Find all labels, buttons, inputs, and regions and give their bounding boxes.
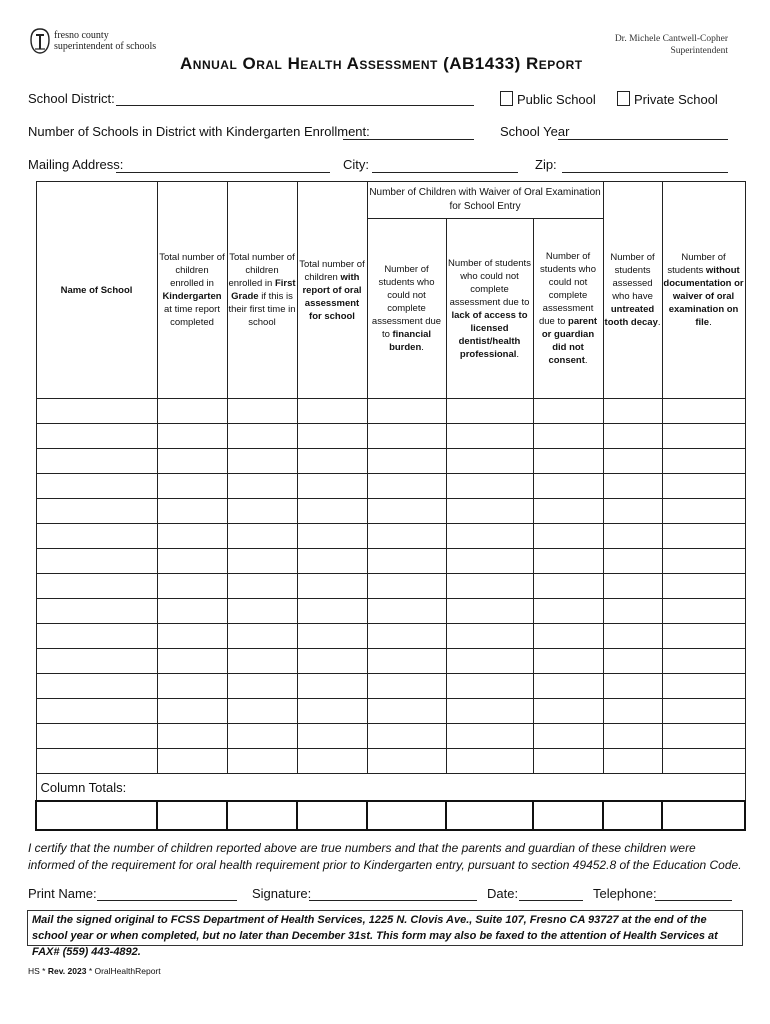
- count-cell[interactable]: [157, 549, 227, 574]
- count-cell[interactable]: [367, 549, 446, 574]
- count-cell[interactable]: [297, 449, 367, 474]
- count-cell[interactable]: [533, 599, 603, 624]
- count-cell[interactable]: [603, 424, 662, 449]
- table-row: [36, 449, 745, 474]
- count-cell[interactable]: [446, 549, 533, 574]
- count-cell[interactable]: [297, 399, 367, 424]
- public-school-label: Public School: [517, 92, 596, 107]
- count-cell[interactable]: [662, 624, 745, 649]
- page-title: Annual Oral Health Assessment (AB1433) Report: [180, 54, 583, 73]
- logo-line-2: superintendent of schools: [54, 41, 157, 52]
- mailing-address-field[interactable]: [116, 172, 330, 173]
- count-cell[interactable]: [446, 399, 533, 424]
- count-cell[interactable]: [157, 649, 227, 674]
- school-name-cell[interactable]: [36, 474, 157, 499]
- count-cell[interactable]: [157, 474, 227, 499]
- totals-cell[interactable]: [603, 801, 662, 830]
- count-cell[interactable]: [367, 599, 446, 624]
- telephone-label: Telephone:: [593, 886, 657, 901]
- school-year-label: School Year: [500, 124, 570, 139]
- superintendent-title: Superintendent: [670, 46, 728, 56]
- count-cell[interactable]: [227, 649, 297, 674]
- form-footer: HS * Rev. 2023 * OralHealthReport: [28, 966, 161, 976]
- school-name-cell[interactable]: [36, 674, 157, 699]
- count-cell[interactable]: [367, 499, 446, 524]
- header-financial-burden: Number of students who could not complete assessment due to financial burden.: [367, 219, 446, 399]
- count-cell[interactable]: [227, 399, 297, 424]
- totals-cell[interactable]: [533, 801, 603, 830]
- count-cell[interactable]: [603, 399, 662, 424]
- count-cell[interactable]: [603, 474, 662, 499]
- school-name-cell[interactable]: [36, 499, 157, 524]
- count-cell[interactable]: [446, 474, 533, 499]
- header-untreated-decay: Number of students assessed who have untreated tooth decay.: [603, 182, 662, 399]
- count-cell[interactable]: [157, 624, 227, 649]
- count-cell[interactable]: [446, 449, 533, 474]
- count-cell[interactable]: [367, 424, 446, 449]
- header-no-documentation: Number of students without documentation or waiver of oral examination on file.: [662, 182, 745, 399]
- count-cell[interactable]: [367, 474, 446, 499]
- totals-cell[interactable]: [297, 801, 367, 830]
- count-cell[interactable]: [603, 624, 662, 649]
- count-cell[interactable]: [446, 724, 533, 749]
- table-row: [36, 674, 745, 699]
- count-cell[interactable]: [227, 574, 297, 599]
- footer-doc: OralHealthReport: [94, 966, 161, 976]
- count-cell[interactable]: [533, 574, 603, 599]
- column-totals-label: Column Totals:: [36, 774, 745, 802]
- superintendent-block: [615, 33, 728, 57]
- count-cell[interactable]: [157, 599, 227, 624]
- school-district-label: School District:: [28, 91, 115, 106]
- totals-cell[interactable]: [662, 801, 745, 830]
- count-cell[interactable]: [662, 599, 745, 624]
- count-cell[interactable]: [367, 449, 446, 474]
- count-cell[interactable]: [533, 549, 603, 574]
- count-cell[interactable]: [446, 524, 533, 549]
- superintendent-name: Dr. Michele Cantwell-Copher: [614, 34, 728, 44]
- count-cell[interactable]: [446, 674, 533, 699]
- school-name-cell[interactable]: [36, 424, 157, 449]
- count-cell[interactable]: [533, 499, 603, 524]
- count-cell[interactable]: [227, 549, 297, 574]
- count-cell[interactable]: [227, 449, 297, 474]
- count-cell[interactable]: [533, 474, 603, 499]
- school-year-field[interactable]: [558, 139, 728, 140]
- count-cell[interactable]: [297, 749, 367, 774]
- count-cell[interactable]: [157, 699, 227, 724]
- zip-label: Zip:: [535, 157, 557, 172]
- table-row: [36, 574, 745, 599]
- count-cell[interactable]: [533, 724, 603, 749]
- count-cell[interactable]: [227, 499, 297, 524]
- count-cell[interactable]: [367, 699, 446, 724]
- fcss-logo-icon: [30, 28, 50, 54]
- count-cell[interactable]: [227, 749, 297, 774]
- count-cell[interactable]: [603, 649, 662, 674]
- count-cell[interactable]: [227, 624, 297, 649]
- school-name-cell[interactable]: [36, 524, 157, 549]
- count-cell[interactable]: [662, 524, 745, 549]
- count-cell[interactable]: [367, 674, 446, 699]
- count-cell[interactable]: [446, 424, 533, 449]
- count-cell[interactable]: [533, 699, 603, 724]
- count-cell[interactable]: [157, 449, 227, 474]
- date-label: Date:: [487, 886, 519, 901]
- count-cell[interactable]: [662, 724, 745, 749]
- table-row: [36, 649, 745, 674]
- num-schools-field[interactable]: [343, 139, 474, 140]
- count-cell[interactable]: [157, 424, 227, 449]
- count-cell[interactable]: [603, 499, 662, 524]
- header-waiver-group: Number of Children with Waiver of Oral Examination for School Entry: [367, 182, 603, 219]
- count-cell[interactable]: [446, 599, 533, 624]
- count-cell[interactable]: [446, 699, 533, 724]
- logo-line-1: fresno county: [54, 30, 109, 41]
- count-cell[interactable]: [446, 749, 533, 774]
- school-name-cell[interactable]: [36, 624, 157, 649]
- count-cell[interactable]: [227, 724, 297, 749]
- count-cell[interactable]: [533, 649, 603, 674]
- count-cell[interactable]: [533, 449, 603, 474]
- count-cell[interactable]: [533, 624, 603, 649]
- count-cell[interactable]: [662, 749, 745, 774]
- count-cell[interactable]: [367, 574, 446, 599]
- count-cell[interactable]: [533, 674, 603, 699]
- count-cell[interactable]: [227, 674, 297, 699]
- count-cell[interactable]: [227, 699, 297, 724]
- count-cell[interactable]: [662, 674, 745, 699]
- date-field[interactable]: [519, 900, 583, 901]
- count-cell[interactable]: [157, 674, 227, 699]
- count-cell[interactable]: [297, 574, 367, 599]
- header-first-grade-enrolled: Total number of children enrolled in First Grade if this is their first time in school: [227, 182, 297, 399]
- count-cell[interactable]: [157, 749, 227, 774]
- count-cell[interactable]: [446, 649, 533, 674]
- count-cell[interactable]: [662, 449, 745, 474]
- count-cell[interactable]: [157, 499, 227, 524]
- count-cell[interactable]: [603, 749, 662, 774]
- school-name-cell[interactable]: [36, 724, 157, 749]
- count-cell[interactable]: [533, 749, 603, 774]
- table-row: [36, 474, 745, 499]
- count-cell[interactable]: [157, 399, 227, 424]
- school-name-cell[interactable]: [36, 549, 157, 574]
- table-row: [36, 549, 745, 574]
- count-cell[interactable]: [227, 424, 297, 449]
- count-cell[interactable]: [367, 524, 446, 549]
- count-cell[interactable]: [297, 699, 367, 724]
- city-label: City:: [343, 157, 369, 172]
- public-school-option[interactable]: [500, 91, 596, 107]
- count-cell[interactable]: [367, 749, 446, 774]
- school-name-cell[interactable]: [36, 749, 157, 774]
- column-totals-row: [36, 801, 745, 830]
- school-name-cell[interactable]: [36, 399, 157, 424]
- count-cell[interactable]: [662, 549, 745, 574]
- table-row: [36, 499, 745, 524]
- count-cell[interactable]: [662, 649, 745, 674]
- public-school-checkbox[interactable]: [500, 91, 513, 106]
- count-cell[interactable]: [662, 499, 745, 524]
- count-cell[interactable]: [446, 574, 533, 599]
- totals-cell[interactable]: [157, 801, 227, 830]
- table-row: [36, 399, 745, 424]
- count-cell[interactable]: [297, 624, 367, 649]
- print-name-field[interactable]: [97, 900, 237, 901]
- school-name-cell[interactable]: [36, 574, 157, 599]
- count-cell[interactable]: [297, 649, 367, 674]
- table-row: [36, 724, 745, 749]
- school-name-cell[interactable]: [36, 599, 157, 624]
- count-cell[interactable]: [662, 699, 745, 724]
- count-cell[interactable]: [662, 474, 745, 499]
- count-cell[interactable]: [297, 674, 367, 699]
- count-cell[interactable]: [157, 524, 227, 549]
- count-cell[interactable]: [603, 674, 662, 699]
- school-name-cell[interactable]: [36, 449, 157, 474]
- num-schools-label: Number of Schools in District with Kindergarten Enrollment:: [28, 124, 370, 139]
- table-row: [36, 624, 745, 649]
- header-lack-of-access: Number of students who could not complete assessment due to lack of access to licensed dentist/health professional.: [446, 219, 533, 399]
- count-cell[interactable]: [533, 524, 603, 549]
- fcss-logo: [30, 28, 156, 54]
- private-school-checkbox[interactable]: [617, 91, 630, 106]
- count-cell[interactable]: [662, 399, 745, 424]
- count-cell[interactable]: [157, 724, 227, 749]
- table-row: [36, 699, 745, 724]
- table-row: [36, 524, 745, 549]
- count-cell[interactable]: [227, 474, 297, 499]
- count-cell[interactable]: [227, 599, 297, 624]
- count-cell[interactable]: [227, 524, 297, 549]
- count-cell[interactable]: [367, 399, 446, 424]
- totals-cell[interactable]: [446, 801, 533, 830]
- count-cell[interactable]: [603, 549, 662, 574]
- count-cell[interactable]: [603, 599, 662, 624]
- city-field[interactable]: [372, 172, 518, 173]
- count-cell[interactable]: [297, 424, 367, 449]
- count-cell[interactable]: [446, 499, 533, 524]
- school-district-field[interactable]: [116, 105, 474, 106]
- count-cell[interactable]: [297, 524, 367, 549]
- signature-field[interactable]: [309, 900, 477, 901]
- totals-cell[interactable]: [227, 801, 297, 830]
- count-cell[interactable]: [603, 449, 662, 474]
- header-name-of-school: Name of School: [36, 182, 157, 399]
- count-cell[interactable]: [533, 424, 603, 449]
- footer-hs: HS: [28, 966, 40, 976]
- print-name-label: Print Name:: [28, 886, 97, 901]
- header-no-consent: Number of students who could not complete assessment due to parent or guardian did not consent.: [533, 219, 603, 399]
- count-cell[interactable]: [446, 624, 533, 649]
- table-row: [36, 749, 745, 774]
- telephone-field[interactable]: [655, 900, 732, 901]
- count-cell[interactable]: [297, 724, 367, 749]
- mailing-notice: Mail the signed original to FCSS Department of Health Services, 1225 N. Clovis Ave., Suite 107, Fresno CA 93727 at the end of the school year or when completed, but no later than December 31st. This form may also be faxed to the attention of Health Services at FAX# (559) 443-4892.: [27, 910, 743, 946]
- private-school-label: Private School: [634, 92, 718, 107]
- school-name-cell[interactable]: [36, 699, 157, 724]
- count-cell[interactable]: [603, 699, 662, 724]
- count-cell[interactable]: [297, 549, 367, 574]
- count-cell[interactable]: [157, 574, 227, 599]
- table-row: [36, 424, 745, 449]
- count-cell[interactable]: [367, 724, 446, 749]
- count-cell[interactable]: [662, 424, 745, 449]
- count-cell[interactable]: [533, 399, 603, 424]
- count-cell[interactable]: [603, 524, 662, 549]
- totals-cell[interactable]: [36, 801, 157, 830]
- school-name-cell[interactable]: [36, 649, 157, 674]
- count-cell[interactable]: [603, 574, 662, 599]
- mailing-address-label: Mailing Address:: [28, 157, 124, 172]
- header-kindergarten-enrolled: Total number of children enrolled in Kindergarten at time report completed: [157, 182, 227, 399]
- count-cell[interactable]: [297, 474, 367, 499]
- oral-health-table: [35, 181, 746, 831]
- count-cell[interactable]: [367, 649, 446, 674]
- count-cell[interactable]: [297, 599, 367, 624]
- count-cell[interactable]: [662, 574, 745, 599]
- table-row: [36, 599, 745, 624]
- signature-label: Signature:: [252, 886, 312, 901]
- certification-text: I certify that the number of children reported above are true numbers and that the parents and guardian of these children were informed of the requirement for oral health requirement prior to Kindergarten entry, pursuant to section 49452.8 of the Education Code.: [28, 841, 742, 872]
- private-school-option[interactable]: [617, 91, 718, 107]
- count-cell[interactable]: [603, 724, 662, 749]
- count-cell[interactable]: [297, 499, 367, 524]
- footer-rev: Rev. 2023: [47, 966, 87, 976]
- header-with-report: Total number of children with report of oral assessment for school: [297, 182, 367, 399]
- totals-cell[interactable]: [367, 801, 446, 830]
- zip-field[interactable]: [562, 172, 728, 173]
- count-cell[interactable]: [367, 624, 446, 649]
